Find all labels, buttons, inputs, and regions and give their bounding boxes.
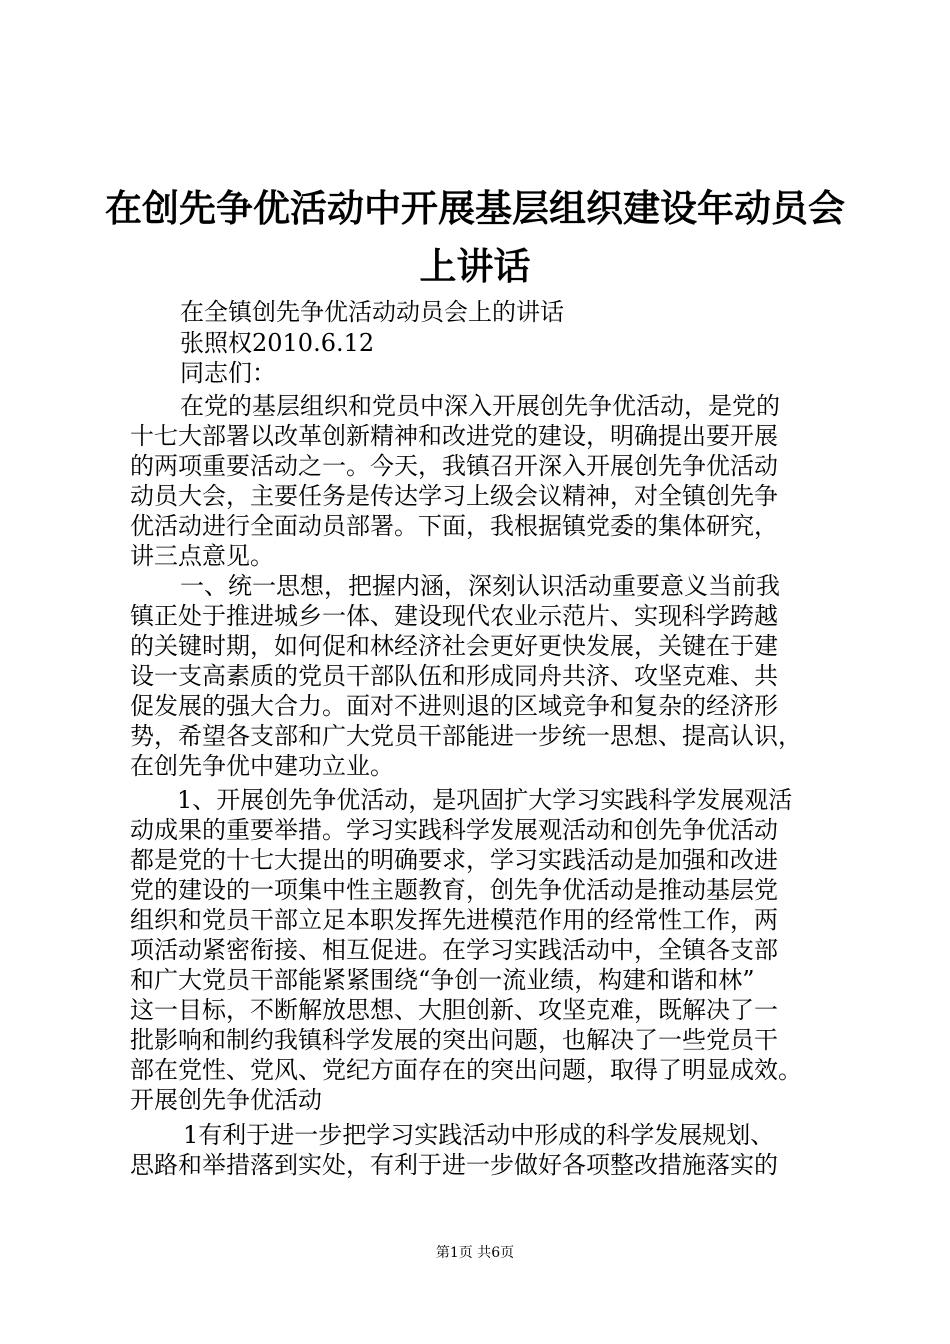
- body-line: 设一支高素质的党员干部队伍和形成同舟共济、攻坚克难、共: [130, 662, 778, 690]
- body-line: 的关键时期，如何促和林经济社会更好更快发展，关键在于建: [130, 632, 778, 660]
- body-line: 动员大会，主要任务是传达学习上级会议精神，对全镇创先争: [130, 482, 778, 510]
- body-line: 项活动紧密衔接、相互促进。在学习实践活动中，全镇各支部: [130, 936, 778, 964]
- body-line: 部在党性、党风、党纪方面存在的突出问题，取得了明显成效。: [130, 1056, 802, 1084]
- body-line: 镇正处于推进城乡一体、建设现代农业示范片、实现科学跨越: [130, 602, 778, 630]
- body-line: 在党的基层组织和党员中深入开展创先争优活动，是党的: [180, 392, 780, 420]
- body-line: 1、开展创先争优活动，是巩固扩大学习实践科学发展观活: [177, 786, 793, 814]
- body-line: 思路和举措落到实处，有利于进一步做好各项整改措施落实的: [130, 1151, 778, 1179]
- title-line-2: 上讲话: [419, 245, 531, 288]
- body-line: 开展创先争优活动: [130, 1086, 322, 1114]
- body-line: 在创先争优中建功立业。: [130, 752, 394, 780]
- subtitle: 在全镇创先争优活动动员会上的讲话: [180, 298, 564, 326]
- body-line: 1有利于进一步把学习实践活动中形成的科学发展规划、: [183, 1121, 775, 1149]
- greeting: 同志们：: [180, 359, 276, 387]
- page-footer: 第1页 共6页: [435, 1245, 515, 1261]
- body-line: 组织和党员干部立足本职发挥先进模范作用的经常性工作，两: [130, 906, 778, 934]
- body-line: 势，希望各支部和广大党员干部能进一步统一思想、提高认识，: [130, 722, 802, 750]
- document-title: [100, 180, 850, 296]
- body-line: 这一目标，不断解放思想、大胆创新、攻坚克难，既解决了一: [130, 996, 778, 1024]
- body-line: 一、统一思想，把握内涵，深刻认识活动重要意义当前我: [180, 572, 780, 600]
- body-line: 党的建设的一项集中性主题教育，创先争优活动是推动基层党: [130, 876, 778, 904]
- body-line: 讲三点意见。: [130, 542, 274, 570]
- body-line: 都是党的十七大提出的明确要求，学习实践活动是加强和改进: [130, 846, 778, 874]
- body-line: 动成果的重要举措。学习实践科学发展观活动和创先争优活动: [130, 816, 778, 844]
- body-line: 批影响和制约我镇科学发展的突出问题，也解决了一些党员干: [130, 1026, 778, 1054]
- body-line: 十七大部署以改革创新精神和改进党的建设，明确提出要开展: [130, 422, 778, 450]
- body-line: 促发展的强大合力。面对不进则退的区域竞争和复杂的经济形: [130, 692, 778, 720]
- author-date: 张照权2010.6.12: [180, 329, 375, 357]
- body-line: 优活动进行全面动员部署。下面，我根据镇党委的集体研究，: [130, 512, 778, 540]
- title-line-1: 在创先争优活动中开展基层组织建设年动员会: [105, 187, 845, 230]
- body-line: 和广大党员干部能紧紧围绕“争创一流业绩，构建和谐和林”: [130, 966, 755, 994]
- body-line: 的两项重要活动之一。今天，我镇召开深入开展创先争优活动: [130, 452, 778, 480]
